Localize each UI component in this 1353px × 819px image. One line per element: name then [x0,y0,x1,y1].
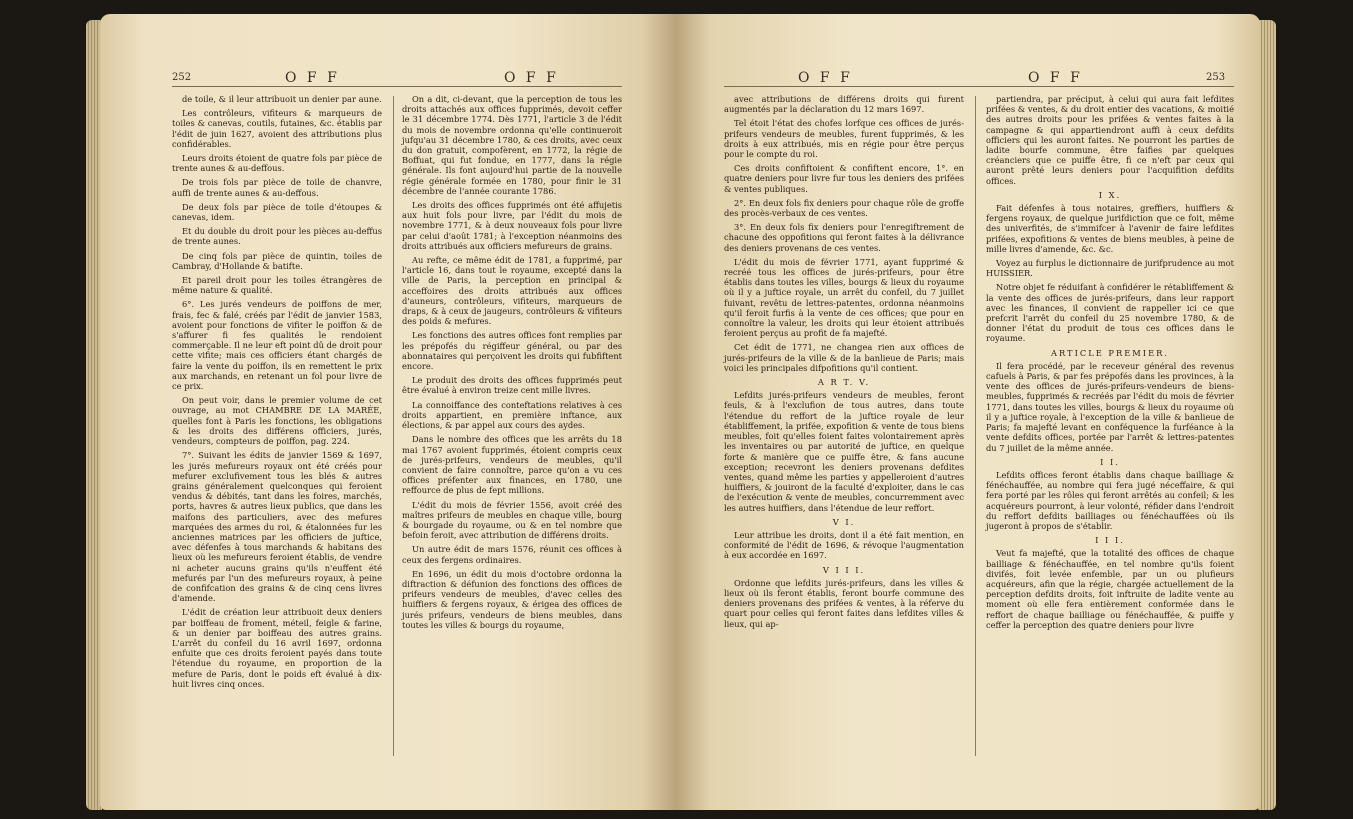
paragraph: Ces droits confiftoient & confiftent encore, 1°. en quatre deniers pour livre fur tous les deniers des prifées & ventes publiques. [724,163,964,194]
running-header-right-col2: O F F [1028,70,1083,86]
running-header-right-col1: O F F [798,70,853,86]
paragraph: L'édit de création leur attribuoit deux deniers par boiffeau de froment, méteil, feigle & farine, & un denier par boiffeau des autres grains. L'arrêt du confeil du 16 avril 1697, ordonna enfuite que ces droits feroient payés dans toute l'étendue du royaume, en proportion de la mefure de Paris, dont le poids eft évalué à dix-huit livres cinq onces. [172,607,382,689]
paragraph: Fait défenfes à tous notaires, greffiers, huiffiers & fergens royaux, de quelque jurifdiction que ce foit, même des univerfités, de s'immifcer à l'avenir de faire lefdites prifées, expofitions & ventes de biens meubles, à peine de mille livres d'amende, &c. &c. [986,203,1234,254]
paragraph: de toile, & il leur attribuoit un denier par aune. [182,94,382,104]
page-edges-right [1258,20,1276,810]
right-page [676,14,1260,810]
paragraph: V I. [832,516,856,527]
running-header-left-col1: O F F [285,70,340,86]
paragraph: 7°. Suivant les édits de janvier 1569 & 1697, les jurés mefureurs royaux ont été créés pour mefurer exclufivement tous les blés & autres grains généralement quelconques qui feroient vendus & débités, tant dans les foires, marchés, ports, havres & autres lieux publics, que dans les maifons des particuliers, avec des mefures marquées des armes du roi, & étalonnées fur les anciennes matrices par les officiers de juftice, avec défenfes à tous marchands & habitans des lieux où les mefureurs feroient établis, de vendre ni acheter aucuns grains qu'ils n'euffent été mefurés par l'un des mefureurs royaux, à peine de confifcation des grains & de cinq cens livres d'amende. [172,450,382,604]
paragraph: Les droits des offices fupprimés ont été affujetis aux huit fols pour livre, par l'édit du mois de novembre 1771, & à deux nouveaux fols pour livre par celui d'août 1781; à l'exception néanmoins des droits attribués aux officiers mefureurs de grains. [402,200,622,251]
paragraph: En 1696, un édit du mois d'octobre ordonna la diftraction & défunion des fonctions des offices de prifeurs vendeurs de meubles, d'avec celles des huiffiers & fergens royaux, & érigea des offices de jurés prifeurs, vendeurs de biens meubles, dans toutes les villes & bourgs du royaume, [402,568,622,630]
paragraph: A R T. V. [817,377,871,388]
paragraph: Voyez au furplus le dictionnaire de jurifprudence au mot HUISSIER. [986,258,1234,279]
book-spread [100,14,1260,814]
paragraph: De trois fols par pièce de toile de chanvre, auffi de trente aunes & au-deffous. [172,177,382,198]
paragraph: Notre objet fe réduifant à confidérer le rétabliffement & la vente des offices de jurés-prifeurs, dans leur rapport avec les finances, il convient de rappeller ici ce que prefcrit l'arrêt du confeil du 25 novembre 1780, & de donner l'état du produit de tous ces offices dans le royaume. [986,282,1234,344]
paragraph: partiendra, par préciput, à celui qui aura fait lefdites prifées & ventes, & du droit entier des vacations, & moitié des autres droits pour les prifées & ventes faites à la campagne & qui appartiendront auffi à ceux defdits officiers qui les auront faites. Ne pourront les parties de ladite bourfe commune, être faifies par quelques créanciers que ce puiffe être, fi ce n'eft par ceux qui auront prêté leurs deniers pour l'acquifition defdits offices. [986,94,1234,186]
page-number-left: 252 [172,72,192,83]
paragraph: Et pareil droit pour les toiles étrangères de même nature & qualité. [172,275,382,296]
paragraph: Un autre édit de mars 1576, réunit ces offices à ceux des fergens ordinaires. [402,544,622,565]
paragraph: I I I. [1095,535,1125,546]
left-column-2 [402,94,622,634]
right-column-1 [724,94,964,633]
paragraph: Lefdits jurés-prifeurs vendeurs de meubles, feront feuls, & à l'exclufion de tous autres, dans toute l'étendue du reffort de la juftice royale de leur établiffement, la prifée, expofition & vente de tous biens meubles, foit qu'elles foient faites volontairement après les inventaires ou par autorité de juftice, en quelque forte & manière que ce puiffe être, & fans aucune exception; recevront les deniers provenans defdites ventes, quand même les parties y appelleroient d'autres huiffiers, & jouiront de la faculté d'exploiter, dans le cas de l'exécution & vente de meubles, concurremment avec les autres huiffiers, dans l'étendue de leur reffort. [724,390,964,513]
paragraph: Et du double du droit pour les pièces au-deffus de trente aunes. [172,226,382,247]
paragraph: Au refte, ce même édit de 1781, a fupprimé, par l'article 16, dans tout le royaume, excepté dans la ville de Paris, la perception en principal & acceffoires des droits attribués aux offices d'auneurs, contrôleurs, vifiteurs, marqueurs de draps, & à ceux de jaugeurs, contrôleurs & vifiteurs des poids & mefures. [402,255,622,327]
paragraph: 3°. En deux fols fix deniers pour l'enregiftrement de chacune des oppofitions qui feront faites à la délivrance des deniers provenans de ces ventes. [724,222,964,253]
paragraph: On peut voir, dans le premier volume de cet ouvrage, au mot CHAMBRE DE LA MARÉE, quelles font à Paris les fonctions, les obligations & les droits des différens officiers, jurés, vendeurs, compteurs de poiffon, pag. 224. [172,395,382,447]
paragraph: De deux fols par pièce de toile d'étoupes & canevas, idem. [172,201,382,223]
paragraph: Cet édit de 1771, ne changea rien aux offices de jurés-prifeurs de la ville & de la banlieue de Paris; mais voici les principales difpofitions qu'il contient. [724,342,964,373]
header-rule-right [724,86,1234,87]
paragraph: La connoiffance des conteftations relatives à ces droits appartient, en première inftance, aux élections, & par appel aux cours des aydes. [402,399,622,431]
paragraph: Leur attribue les droits, dont il a été fait mention, en conformité de l'édit de 1696, & révoque l'augmentation à eux accordée en 1697. [724,529,964,561]
paragraph: I I. [1100,456,1120,467]
left-page [100,14,676,810]
column-divider-left [393,96,394,756]
paragraph: Le produit des droits des offices fupprimés peut être évalué à environ treize cent mille livres. [402,375,622,396]
paragraph: I X. [1098,189,1122,200]
paragraph: Ordonne que lefdits jurés-prifeurs, dans les villes & lieux où ils feront établis, feront bourfe commune des deniers provenans des prifées & ventes, à la réferve du quart pour celles qui feront faites dans lefdites villes & lieux, qui ap- [724,577,964,629]
column-divider-right [975,96,976,756]
paragraph: 2°. En deux fols fix deniers pour chaque rôle de groffe des procès-verbaux de ces ventes. [724,197,964,219]
running-header-left-col2: O F F [504,70,559,86]
paragraph: Lefdits offices feront établis dans chaque bailliage & fénéchauffée, au nombre qui fera jugé néceffaire, & qui fera porté par les rôles qui feront arrêtés au confeil; & les acquéreurs pourront, à leur volonté, réfider dans l'endroit du reffort defdits bailliages ou fénéchauffées où ils jugeront à propos de s'établir. [986,469,1234,531]
paragraph: 6°. Les jurés vendeurs de poiffons de mer, frais, fec & falé, créés par l'édit de janvier 1583, avoient pour fonctions de vifiter le poiffon & de s'affurer fi fes qualités le rendoient commerçable. Il ne leur eft point dû de droit pour cette vifite; mais ces officiers étant chargés de faire la vente du poiffon, ils en remettent le prix aux marchands, en retenant un fol pour livre de ce prix. [172,299,382,392]
header-rule-left [172,86,622,87]
paragraph: L'édit du mois de février 1556, avoit créé des maîtres prifeurs de meubles en chaque ville, bourg & bourgade du royaume, ou & en tel nombre que befoin feroit, avec attribution de différens droits. [402,499,622,541]
paragraph: Il fera procédé, par le receveur général des revenus cafuels à Paris, & par fes prépofés dans les provinces, à la vente des offices de jurés-prifeurs-vendeurs de biens-meubles, fupprimés & recréés par l'édit du mois de février 1771, dans toutes les villes, bourgs & lieux du royaume où il y a juftice royale, à l'exception de la ville & banlieue de Paris; fa majefté levant en conféquence la furféance à la vente defdits offices, portée par l'arrêt & lettres-patentes du 7 juillet de la même année. [986,360,1234,453]
paragraph: Leurs droits étoient de quatre fols par pièce de trente aunes & au-deffous. [172,153,382,174]
paragraph: Dans le nombre des offices que les arrêts du 18 mai 1767 avoient fupprimés, étoient compris ceux de jurés-prifeurs, vendeurs de meubles, qu'il convient de faire connoître, parce qu'on a vu ces offices préfenter aux finances, en 1780, une reffource de plus de fept millions. [402,434,622,496]
paragraph: ARTICLE PREMIER. [1050,347,1170,358]
paragraph: Veut fa majefté, que la totalité des offices de chaque bailliage & fénéchauffée, en tel nombre qu'ils foient divifés, foit levée enfemble, par un ou plufieurs acquéreurs, afin que la régie, chargée actuellement de la perception defdits droits, foit inftruite de ladite vente au moment où elle fera entièrement conformée dans le reffort de chaque bailliage ou fénéchauffée, & puiffe y ceffer la perception des quatre deniers pour livre [986,548,1234,630]
left-column-1 [172,94,382,693]
paragraph: L'édit du mois de février 1771, ayant fupprimé & recréé tous les offices de jurés-prifeurs, pour être établis dans toutes les villes, bourgs & lieux du royaume où il y a juftice royale, un arrêt du confeil, du 7 juillet fuivant, revêtu de lettres-patentes, ordonna néanmoins qu'il feroit furfis à la vente de ces offices; que pour en connoître la valeur, les droits qui leur étoient attribués feroient perçus au profit de fa majefté. [724,256,964,339]
paragraph: Les fonctions des autres offices font remplies par les prépofés du régiffeur général, ou par des abonnataires qui perçoivent les droits qui fubfiftent encore. [402,330,622,372]
paragraph: V I I I. [822,564,866,575]
right-column-2 [986,94,1234,634]
paragraph: Tel étoit l'état des chofes lorfque ces offices de jurés-prifeurs vendeurs de meubles, furent fupprimés, & les droits à eux attribués, mis en régie pour être perçus pour le compte du roi. [724,118,964,160]
page-number-right: 253 [1206,72,1226,83]
paragraph: On a dit, ci-devant, que la perception de tous les droits attachés aux offices fupprimés, devoit ceffer le 31 décembre 1774. Dès 1771, l'article 3 de l'édit du mois de novembre ordonna qu'elle continueroit jufqu'au 31 décembre 1780, & ces droits, avec ceux du don gratuit, compofèrent, en 1772, la régie de Boffuat, qui fut fondue, en 1777, dans la régie générale. Ils font aujourd'hui partie de la nouvelle régie générale formée en 1780, pour finir le 31 décembre de l'année courante 1786. [402,94,622,196]
paragraph: Les contrôleurs, vifiteurs & marqueurs de toiles & canevas, coutils, futaines, &c. établis par l'édit de juin 1627, avoient des attributions plus confidérables. [172,108,382,149]
paragraph: avec attributions de différens droits qui furent augmentés par la déclaration du 12 mars 1697. [724,94,964,115]
paragraph: De cinq fols par pièce de quintin, toiles de Cambray, d'Hollande & batifte. [172,250,382,271]
